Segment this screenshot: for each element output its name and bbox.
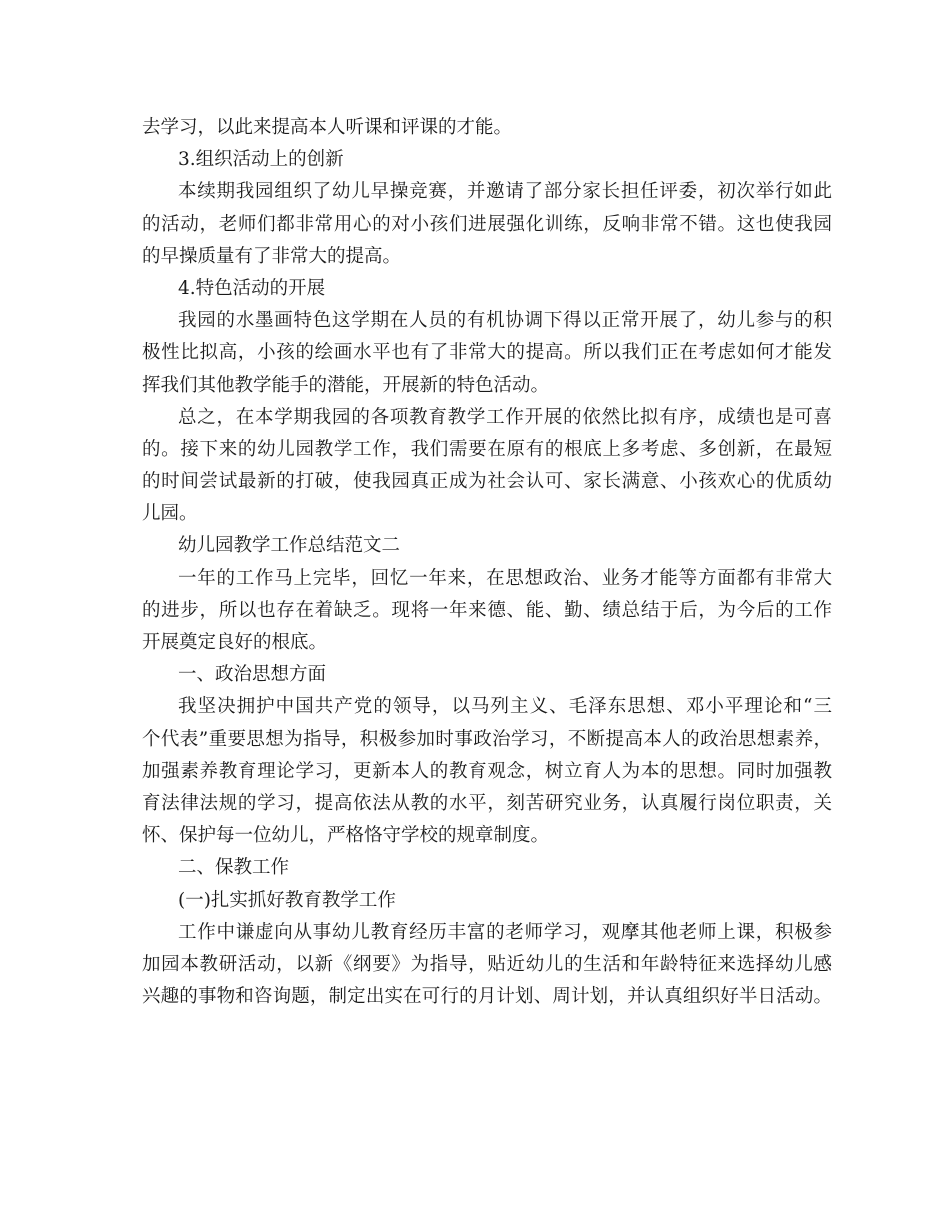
paragraph-line: 育法律法规的学习，提高依法从教的水平，刻苦研究业务，认真履行岗位职责，关 bbox=[142, 792, 832, 814]
paragraph-line: 的进步，所以也存在着缺乏。现将一年来德、能、勤、绩总结于后，为今后的工作 bbox=[142, 599, 832, 621]
paragraph-line: 的早操质量有了非常大的提高。 bbox=[142, 245, 402, 267]
paragraph-line: 我坚决拥护中国共产党的领导，以马列主义、毛泽东思想、邓小平理论和“三 bbox=[178, 696, 832, 718]
paragraph-line: 去学习，以此来提高本人听课和评课的才能。 bbox=[142, 117, 513, 138]
paragraph-line: 我园的水墨画特色这学期在人员的有机协调下得以正常开展了，幼儿参与的积 bbox=[178, 310, 832, 332]
paragraph-line: (一)扎实抓好教育教学工作 bbox=[178, 889, 396, 911]
paragraph-line: 的活动，老师们都非常用心的对小孩们进展强化训练，反响非常不错。这也使我园 bbox=[142, 213, 832, 235]
paragraph-line: 总之，在本学期我园的各项教育教学工作开展的依然比拟有序，成绩也是可喜 bbox=[178, 406, 832, 428]
paragraph-line: 的时间尝试最新的打破，使我园真正成为社会认可、家长满意、小孩欢心的优质幼 bbox=[142, 471, 832, 493]
paragraph-line: 开展奠定良好的根底。 bbox=[142, 632, 328, 653]
paragraph-line: 加强素养教育理论学习，更新本人的教育观念，树立育人为本的思想。同时加强教 bbox=[142, 760, 832, 782]
paragraph-line: 个代表”重要思想为指导，积极参加时事政治学习，不断提高本人的政治思想素养， bbox=[142, 728, 832, 750]
paragraph-line: 3.组织活动上的创新 bbox=[178, 149, 344, 171]
paragraph-line: 挥我们其他教学能手的潜能，开展新的特色活动。 bbox=[142, 374, 550, 396]
paragraph-line: 极性比拟高，小孩的绘画水平也有了非常大的提高。所以我们正在考虑如何才能发 bbox=[142, 342, 832, 364]
paragraph-line: 一年的工作马上完毕，回忆一年来，在思想政治、业务才能等方面都有非常大 bbox=[178, 567, 832, 589]
paragraph-line: 工作中谦虚向从事幼儿教育经历丰富的老师学习，观摩其他老师上课，积极参 bbox=[178, 921, 832, 943]
paragraph-line: 加园本教研活动，以新《纲要》为指导，贴近幼儿的生活和年龄特征来选择幼儿感 bbox=[142, 953, 832, 975]
paragraph-line: 的。接下来的幼儿园教学工作，我们需要在原有的根底上多考虑、多创新，在最短 bbox=[142, 438, 832, 460]
paragraph-line: 4.特色活动的开展 bbox=[178, 277, 326, 299]
paragraph-line: 幼儿园教学工作总结范文二 bbox=[178, 535, 401, 557]
document-body bbox=[142, 112, 832, 1013]
paragraph-line: 儿园。 bbox=[142, 503, 198, 525]
paragraph-line: 兴趣的事物和咨询题，制定出实在可行的月计划、周计划，并认真组织好半日活动。 bbox=[142, 986, 832, 1008]
paragraph-line: 本续期我园组织了幼儿早操竞赛，并邀请了部分家长担任评委，初次举行如此 bbox=[178, 181, 832, 203]
paragraph-line: 怀、保护每一位幼儿，严格恪守学校的规章制度。 bbox=[142, 825, 550, 847]
paragraph-line: 一、政治思想方面 bbox=[178, 664, 327, 686]
paragraph-line: 二、保教工作 bbox=[178, 857, 290, 879]
